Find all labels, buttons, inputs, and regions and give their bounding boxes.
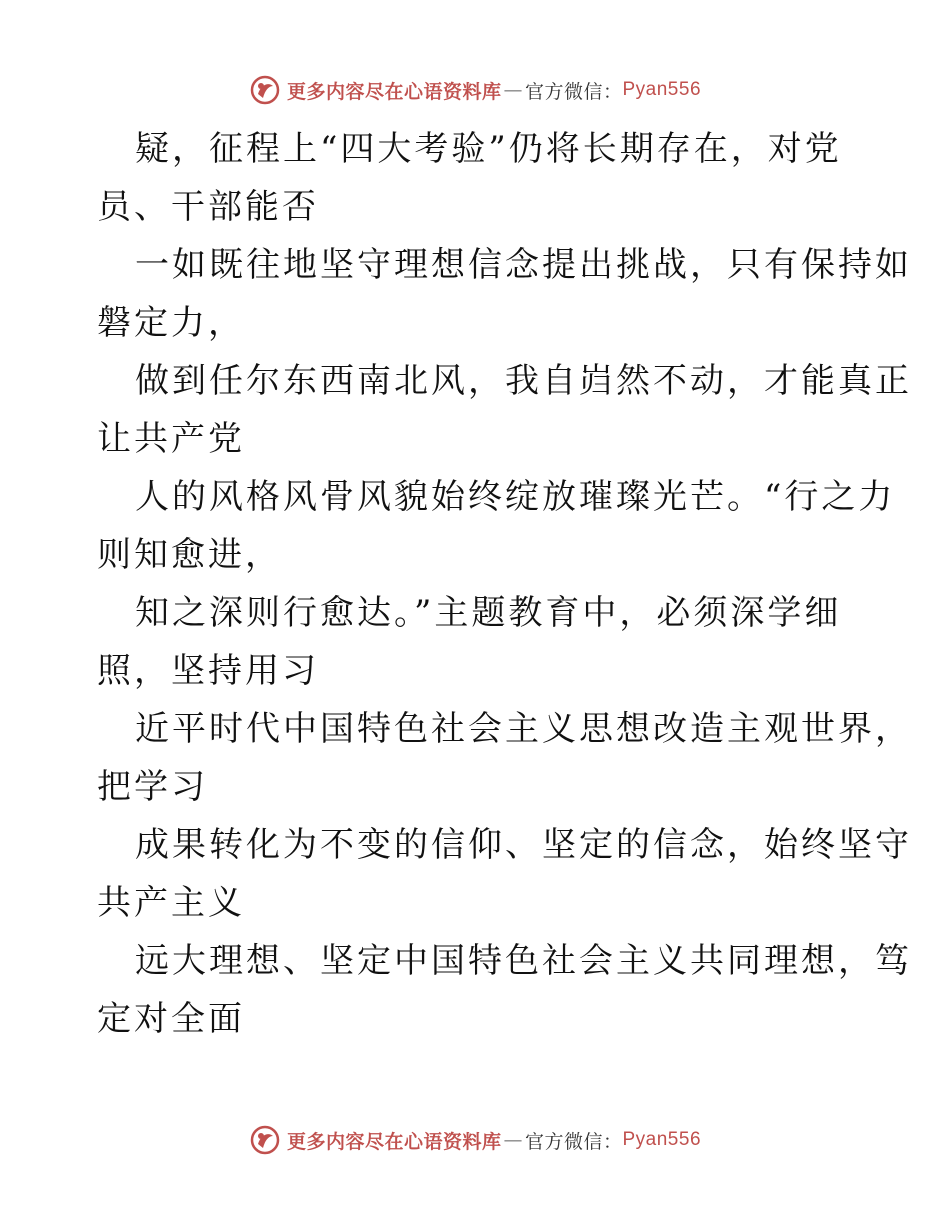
body-line: 照，坚持用习	[97, 651, 319, 691]
watermark-wechat-id: Pyan556	[622, 1129, 702, 1150]
body-line: 员、干部能否	[97, 187, 319, 227]
ribbon-logo-icon	[249, 74, 281, 106]
watermark-brand: 更多内容尽在心语资料库	[286, 80, 502, 103]
body-line: 共产主义	[97, 883, 245, 923]
body-line: 让共产党	[97, 419, 245, 459]
watermark-wechat-label: 官方微信：	[524, 80, 623, 103]
body-line: 把学习	[97, 767, 208, 807]
body-line: 则知愈进，	[97, 535, 282, 575]
ribbon-logo-icon	[249, 1124, 281, 1156]
body-line: 做到任尔东西南北风，我自岿然不动，才能真正	[135, 361, 912, 401]
footer-watermark	[0, 1120, 950, 1160]
watermark-dash: —	[503, 1129, 523, 1151]
body-line: 磐定力，	[97, 303, 245, 343]
header-watermark	[0, 70, 950, 110]
watermark-wechat-id: Pyan556	[622, 79, 702, 100]
body-line: 知之深则行愈达。”主题教育中，必须深学细	[135, 593, 842, 633]
body-line: 成果转化为不变的信仰、坚定的信念，始终坚守	[135, 825, 912, 865]
body-line: 定对全面	[97, 999, 245, 1039]
body-line: 一如既往地坚守理想信念提出挑战，只有保持如	[135, 245, 912, 285]
document-body	[97, 120, 912, 1048]
body-line: 疑，征程上“四大考验”仍将长期存在，对党	[135, 129, 842, 169]
body-line: 远大理想、坚定中国特色社会主义共同理想，笃	[135, 941, 912, 981]
watermark-brand: 更多内容尽在心语资料库	[286, 1130, 502, 1153]
body-line: 人的风格风骨风貌始终绽放璀璨光芒。“行之力	[135, 477, 896, 517]
watermark-dash: —	[503, 79, 523, 101]
body-line: 近平时代中国特色社会主义思想改造主观世界，	[135, 709, 912, 749]
watermark-wechat-label: 官方微信：	[524, 1130, 623, 1153]
